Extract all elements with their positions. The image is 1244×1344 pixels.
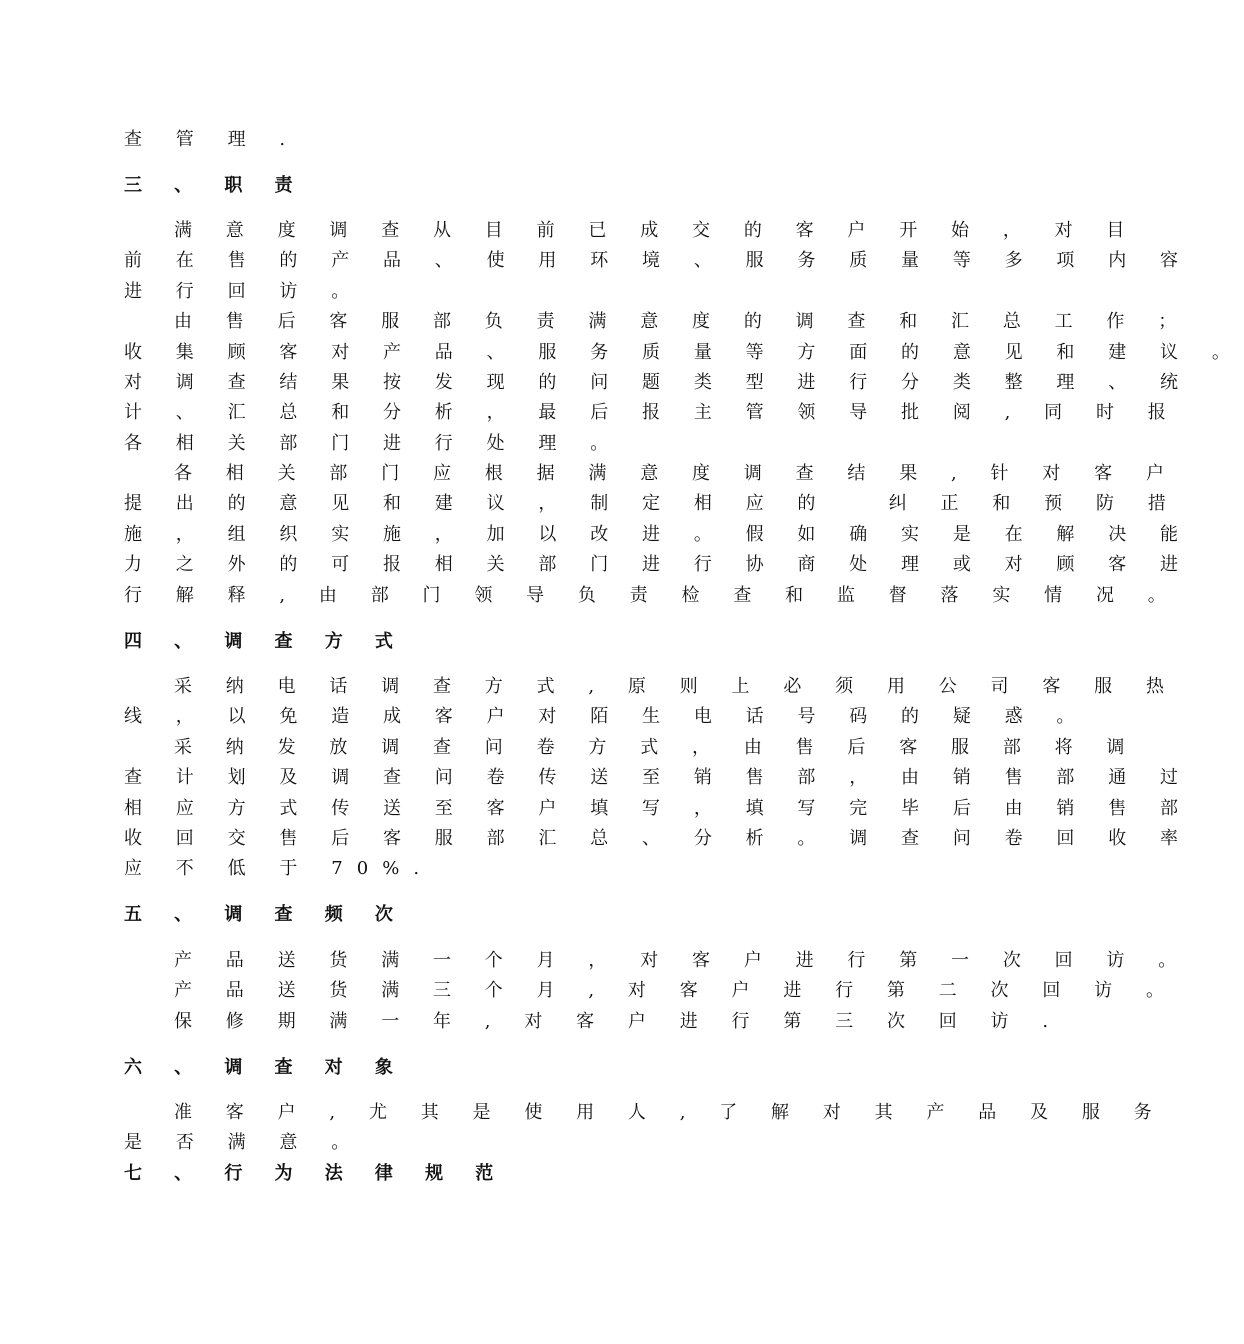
paragraph-line: 施 ， 组 织 实 施 ， 加 以 改 进 。 假 如 确 实 是 在 解 决 能 [124,524,1193,545]
section-heading-responsibilities: 三 、 职 责 [124,175,306,196]
paragraph-line: 力 之 外 的 可 报 相 关 部 门 进 行 协 商 处 理 或 对 顾 客 进 [124,554,1193,575]
continuation-line: 查 管 理 . [124,129,300,150]
paragraph-line: 收 回 交 售 后 客 服 部 汇 总 、 分 析 。 调 查 问 卷 回 收 率 [124,828,1193,849]
paragraph-line: 前 在 售 的 产 品 、 使 用 环 境 、 服 务 质 量 等 多 项 内 容 [124,250,1193,271]
paragraph-line: 产 品 送 货 满 一 个 月 ， 对 客 户 进 行 第 一 次 回 访 。 [174,950,1191,971]
section-heading-survey-method: 四 、 调 查 方 式 [124,631,406,652]
paragraph-line: 相 应 方 式 传 送 至 客 户 填 写 ， 填 写 完 毕 后 由 销 售 部 [124,798,1193,819]
paragraph-line: 提 出 的 意 见 和 建 议 ， 制 定 相 应 的 纠 正 和 预 防 措 [124,493,1180,514]
paragraph-line: 行 解 释 , 由 部 门 领 导 负 责 检 查 和 监 督 落 实 情 况 。 [124,585,1180,606]
paragraph-line: 进 行 回 访 。 [124,281,364,302]
paragraph-line: 采 纳 电 话 调 查 方 式 , 原 则 上 必 须 用 公 司 客 服 热 [174,676,1178,697]
paragraph-line: 保 修 期 满 一 年 , 对 客 户 进 行 第 三 次 回 访 . [174,1011,1063,1032]
paragraph-line: 满 意 度 调 查 从 目 前 已 成 交 的 客 户 开 始 ， 对 目 [174,220,1139,241]
paragraph-line: 准 客 户 , 尤 其 是 使 用 人 , 了 解 对 其 产 品 及 服 务 [174,1102,1166,1123]
section-heading-legal-norms: 七 、 行 为 法 律 规 范 [124,1163,507,1184]
paragraph-line: 是 否 满 意 。 [124,1132,364,1153]
paragraph-line: 应 不 低 于 70%. [124,858,434,879]
paragraph-line: 采 纳 发 放 调 查 问 卷 方 式 ， 由 售 后 客 服 部 将 调 [174,737,1139,758]
paragraph-line: 计 、 汇 总 和 分 析 ， 最 后 报 主 管 领 导 批 阅 , 同 时 报 [124,402,1180,423]
paragraph-line: 各 相 关 部 门 应 根 据 满 意 度 调 查 结 果 , 针 对 客 户 [174,463,1178,484]
paragraph-line: 对 调 查 结 果 按 发 现 的 问 题 类 型 进 行 分 类 整 理 、 统 [124,372,1193,393]
paragraph-line: 线 ， 以 免 造 成 客 户 对 陌 生 电 话 号 码 的 疑 惑 。 [124,706,1089,727]
section-heading-survey-frequency: 五 、 调 查 频 次 [124,904,406,925]
paragraph-line: 产 品 送 货 满 三 个 月 , 对 客 户 进 行 第 二 次 回 访 。 [174,980,1178,1001]
paragraph-line: 由 售 后 客 服 部 负 责 满 意 度 的 调 查 和 汇 总 工 作 ； [174,311,1191,332]
paragraph-line: 收 集 顾 客 对 产 品 、 服 务 质 量 等 方 面 的 意 见 和 建 议 。 [124,342,1244,363]
paragraph-line: 查 计 划 及 调 查 问 卷 传 送 至 销 售 部 ， 由 销 售 部 通 过 [124,767,1193,788]
paragraph-line: 各 相 关 部 门 进 行 处 理 。 [124,433,623,454]
section-heading-survey-target: 六 、 调 查 对 象 [124,1057,406,1078]
